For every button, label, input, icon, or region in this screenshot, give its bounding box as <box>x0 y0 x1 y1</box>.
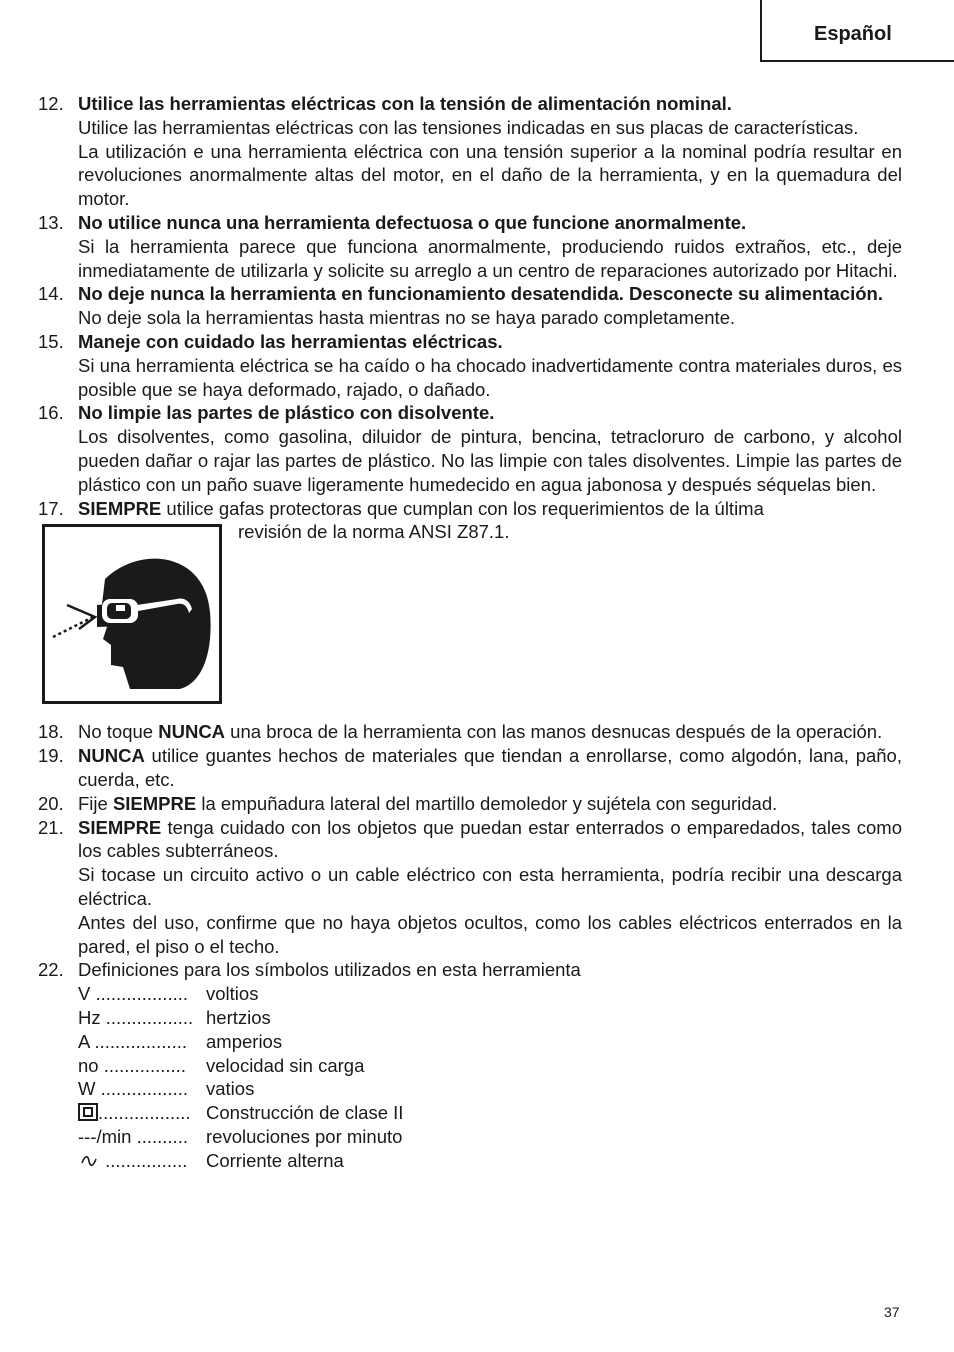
symbol-row <box>78 1030 902 1054</box>
item-paragraph <box>78 497 902 521</box>
symbol-meaning: Corriente alterna <box>206 1149 344 1171</box>
symbol-key: V .................. <box>78 983 189 1005</box>
item-paragraph: Si tocase un circuito activo o un cable eléctrico con esta herramienta, podría recibir una descarga eléctrica. <box>78 864 902 909</box>
list-item <box>38 401 902 496</box>
item-paragraph: Si la herramienta parece que funciona anormalmente, produciendo ruidos extraños, etc., deje inmediatamente de utilizarla y solicite su arreglo a un centro de reparaciones autorizado por Hitachi. <box>78 235 902 281</box>
safety-glasses-icon <box>42 524 222 704</box>
symbol-meaning: velocidad sin carga <box>206 1054 365 1076</box>
item-number: 15. <box>38 330 64 352</box>
list-item <box>38 792 902 816</box>
item-paragraph: Utilice las herramientas eléctricas con las tensiones indicadas en sus placas de características. <box>78 116 859 138</box>
document-body <box>38 92 902 1172</box>
item-title: No limpie las partes de plástico con disolvente. <box>78 402 495 424</box>
item-text: la empuñadura lateral del martillo demoledor y sujétela con seguridad. <box>196 792 778 814</box>
item-paragraph <box>78 744 902 792</box>
symbol-row <box>78 1077 902 1101</box>
list-item <box>38 330 902 401</box>
item-title: No deje nunca la herramienta en funcionamiento desatendida. Desconecte su alimentación. <box>78 283 883 305</box>
item-text: Fije <box>78 792 113 814</box>
item-text: revisión de la norma ANSI Z87.1. <box>238 521 510 543</box>
item-text: No toque <box>78 721 159 743</box>
item-paragraph: Definiciones para los símbolos utilizados en esta herramienta <box>78 959 581 981</box>
item-paragraph: Los disolventes, como gasolina, diluidor de pintura, bencina, tetracloruro de carbono, y alcohol pueden dañar o rajar las partes de plástico. No las limpie con tales disolventes. Limpie las partes de plástico con un paño suave ligeramente humedecido en agua jabonosa y después séquelas bien. <box>78 426 902 495</box>
symbol-meaning: amperios <box>206 1030 283 1052</box>
symbol-key: .................. <box>78 1101 206 1125</box>
item-number: 13. <box>38 211 64 233</box>
item-number: 12. <box>38 93 64 114</box>
item-paragraph: Si una herramienta eléctrica se ha caído o ha chocado inadvertidamente contra materiales duros, es posible que se haya deformado, rajado, o dañado. <box>78 354 902 400</box>
list-item <box>38 497 902 721</box>
list-item <box>38 816 902 959</box>
item-number: 21. <box>38 816 64 838</box>
symbol-key: ................ <box>78 1149 206 1173</box>
symbol-row <box>78 1149 902 1173</box>
symbol-meaning: revoluciones por minuto <box>206 1125 403 1147</box>
item-number: 20. <box>38 792 64 814</box>
list-item <box>38 720 902 744</box>
item-number: 18. <box>38 721 64 743</box>
item-number: 16. <box>38 402 64 424</box>
eye-protection-icon <box>45 527 219 701</box>
list-item <box>38 744 902 792</box>
symbol-key: W ................. <box>78 1078 188 1100</box>
item-text: utilice guantes hechos de materiales que tiendan a enrollarse, como algodón, lana, paño, cuerda, etc. <box>78 745 902 790</box>
figure-block <box>78 520 902 720</box>
item-paragraph <box>78 792 902 816</box>
symbol-list <box>78 982 902 1172</box>
double-insulation-icon <box>78 1103 98 1121</box>
symbol-meaning: Construcción de clase II <box>206 1102 404 1124</box>
emphasis: NUNCA <box>78 745 145 767</box>
item-paragraph: Antes del uso, confirme que no haya objetos ocultos, como los cables eléctricos enterrados en la pared, el piso o el techo. <box>78 911 902 957</box>
item-paragraph: No deje sola la herramientas hasta mientras no se haya parado completamente. <box>78 307 736 329</box>
item-text: una broca de la herramienta con las manos desnucas después de la operación. <box>225 721 883 743</box>
item-number: 17. <box>38 497 64 519</box>
item-paragraph <box>78 816 902 864</box>
emphasis: SIEMPRE <box>78 816 162 838</box>
symbol-key: ---/min .......... <box>78 1125 188 1147</box>
item-paragraph: La utilización e una herramienta eléctrica con una tensión superior a la nominal podría resultar en revoluciones anormalmente altas del motor, en el daño de la herramienta, y en la quemadura del motor. <box>78 140 902 210</box>
item-text: tenga cuidado con los objetos que puedan estar enterrados o emparedados, tales como los cables subterráneos. <box>78 816 902 862</box>
emphasis: SIEMPRE <box>78 497 162 519</box>
emphasis: NUNCA <box>158 721 226 743</box>
language-label: Español <box>814 23 892 45</box>
item-number: 22. <box>38 959 64 981</box>
symbol-row <box>78 1006 902 1030</box>
page-number: 37 <box>884 1304 900 1320</box>
item-number: 19. <box>38 745 64 767</box>
list-item <box>38 282 902 330</box>
item-number: 14. <box>38 283 64 305</box>
item-title: Utilice las herramientas eléctricas con la tensión de alimentación nominal. <box>78 93 732 114</box>
symbol-meaning: vatios <box>206 1078 255 1100</box>
item-paragraph <box>78 720 902 744</box>
item-text: utilice gafas protectoras que cumplan con los requerimientos de la última <box>161 497 764 519</box>
alternating-current-icon <box>78 1152 100 1170</box>
item-title: No utilice nunca una herramienta defectuosa o que funcione anormalmente. <box>78 211 747 233</box>
symbol-row <box>78 1054 902 1078</box>
item-title: Maneje con cuidado las herramientas eléctricas. <box>78 330 503 352</box>
symbol-row <box>78 1101 902 1125</box>
symbol-meaning: hertzios <box>206 1006 271 1028</box>
symbol-key: A .................. <box>78 1030 187 1052</box>
list-item <box>38 92 902 211</box>
emphasis: SIEMPRE <box>112 792 197 814</box>
symbol-meaning: voltios <box>206 983 259 1005</box>
list-item <box>38 958 902 1172</box>
symbol-key: no ................ <box>78 1054 186 1076</box>
list-item <box>38 211 902 282</box>
symbol-key: Hz ................. <box>78 1006 194 1028</box>
symbol-row <box>78 982 902 1006</box>
symbol-row <box>78 1125 902 1149</box>
